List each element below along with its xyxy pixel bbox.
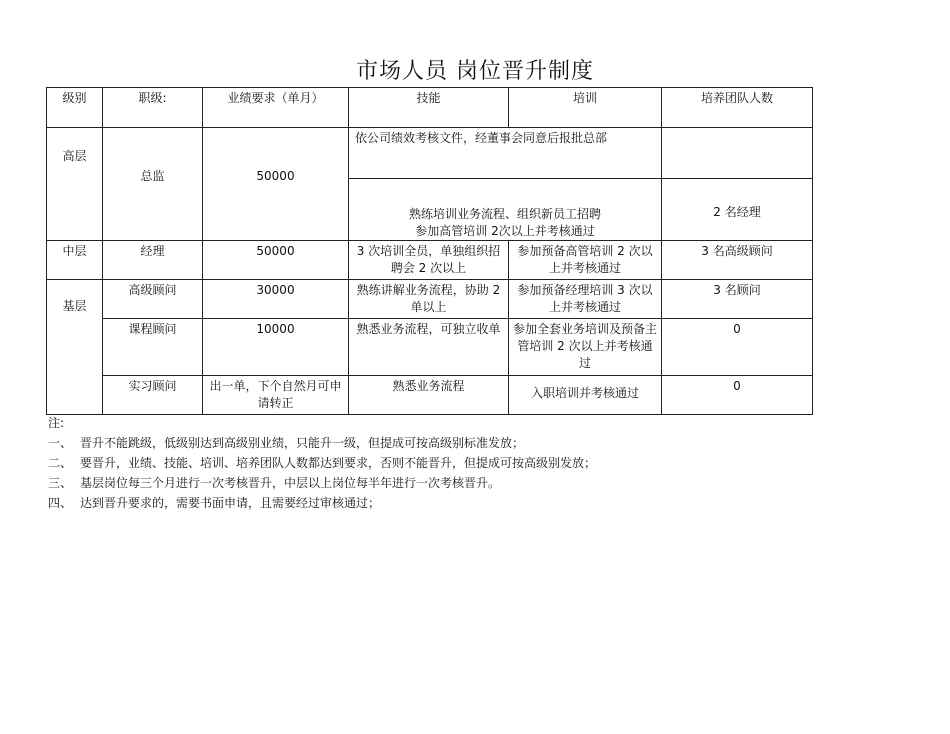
header-training: 培训 (509, 88, 662, 128)
note-number: 二、 (48, 456, 73, 470)
header-level: 级别 (47, 88, 103, 128)
note-text: 要晋升，业绩、技能、培训、培养团队人数都达到要求，否则不能晋升，但提成可按高级别发放； (80, 456, 597, 470)
skill-course-consultant: 熟悉业务流程，可独立收单 (349, 319, 509, 376)
skill-senior-consultant: 熟练讲解业务流程，协助 2 单以上 (349, 280, 509, 319)
rank-manager: 经理 (103, 241, 203, 280)
header-team: 培养团队人数 (662, 88, 813, 128)
training-manager: 参加预备高管培训 2 次以上并考核通过 (509, 241, 662, 280)
table-row (47, 128, 813, 179)
header-performance: 业绩要求（单月） (203, 88, 349, 128)
table-row (47, 376, 813, 415)
note-number: 三、 (48, 476, 73, 490)
note-text: 晋升不能跳级，低级别达到高级别业绩，只能升一级，但提成可按高级别标准发放； (80, 436, 525, 450)
notes-section (48, 413, 596, 513)
notes-label: 注: (48, 416, 65, 430)
team-senior-consultant: 3 名顾问 (662, 280, 813, 319)
skill-training-director (349, 179, 662, 241)
performance-manager: 50000 (203, 241, 349, 280)
table-header-row (47, 88, 813, 128)
note-text: 基层岗位每三个月进行一次考核晋升，中层以上岗位每半年进行一次考核晋升。 (80, 476, 501, 490)
skill-manager: 3 次培训全员，单独组织招聘会 2 次以上 (349, 241, 509, 280)
team-course-consultant: 0 (662, 319, 813, 376)
level-middle: 中层 (47, 241, 103, 280)
level-senior: 高层 (47, 128, 103, 241)
performance-intern: 出一单，下个自然月可申请转正 (203, 376, 349, 415)
training-intern: 入职培训并考核通过 (509, 376, 662, 415)
training-senior-consultant: 参加预备经理培训 3 次以上并考核通过 (509, 280, 662, 319)
table-row (47, 319, 813, 376)
table-row (47, 241, 813, 280)
approval-director: 依公司绩效考核文件，经董事会同意后报批总部 (349, 128, 662, 179)
note-item (48, 433, 596, 453)
skill-training-director-line2: 参加高管培训 2次以上并考核通过 (415, 224, 595, 238)
note-number: 一、 (48, 436, 73, 450)
rank-course-consultant: 课程顾问 (103, 319, 203, 376)
table-row (47, 280, 813, 319)
team-director: 2 名经理 (662, 179, 813, 241)
team-director-empty (662, 128, 813, 179)
promotion-table (46, 87, 813, 415)
note-text: 达到晋升要求的，需要书面申请，且需要经过审核通过； (80, 496, 381, 510)
performance-director: 50000 (203, 128, 349, 241)
team-intern: 0 (662, 376, 813, 415)
performance-senior-consultant: 30000 (203, 280, 349, 319)
note-item (48, 473, 596, 493)
skill-training-director-line1: 熟练培训业务流程、组织新员工招聘 (408, 207, 601, 221)
rank-director: 总监 (103, 128, 203, 241)
rank-intern: 实习顾问 (103, 376, 203, 415)
team-manager: 3 名高级顾问 (662, 241, 813, 280)
training-course-consultant: 参加全套业务培训及预备主管培训 2 次以上并考核通过 (509, 319, 662, 376)
note-item (48, 493, 596, 513)
performance-course-consultant: 10000 (203, 319, 349, 376)
page-title: 市场人员 岗位晋升制度 (356, 59, 594, 84)
note-item (48, 453, 596, 473)
skill-intern: 熟悉业务流程 (349, 376, 509, 415)
rank-senior-consultant: 高级顾问 (103, 280, 203, 319)
header-skill: 技能 (349, 88, 509, 128)
note-number: 四、 (48, 496, 73, 510)
header-rank: 职级: (103, 88, 203, 128)
level-basic: 基层 (47, 280, 103, 415)
